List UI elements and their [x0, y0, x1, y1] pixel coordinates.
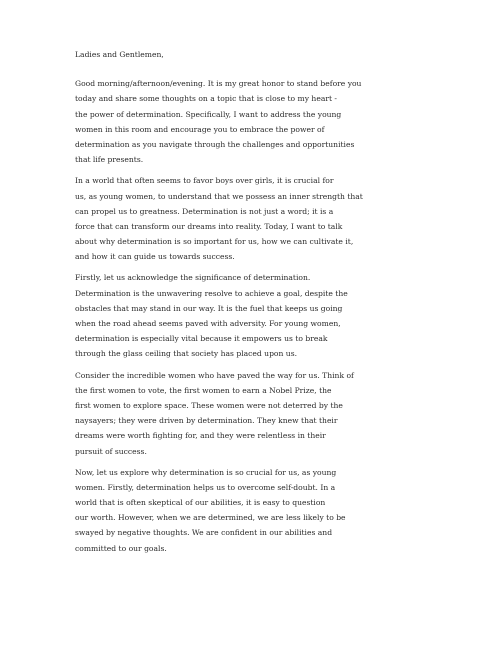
text-line: today and share some thoughts on a topic that is close to my heart - — [75, 94, 338, 104]
text-line: dreams were worth fighting for, and they were relentless in their — [75, 431, 326, 441]
text-line: determination is especially vital because it empowers us to break — [75, 334, 328, 344]
text-line: force that can transform our dreams into reality. Today, I want to talk — [75, 221, 343, 231]
text-line: Consider the incredible women who have paved the way for us. Think of — [75, 370, 354, 380]
text-line: swayed by negative thoughts. We are confident in our abilities and — [75, 528, 333, 538]
paragraph-2 — [75, 173, 437, 264]
text-line: Firstly, let us acknowledge the significance of determination. — [75, 273, 311, 283]
paragraph-4 — [75, 368, 437, 459]
paragraph-3 — [75, 270, 437, 361]
text-line: women. Firstly, determination helps us to overcome self-doubt. In a — [75, 482, 336, 492]
text-line: first women to explore space. These women were not deterred by the — [75, 400, 343, 410]
paragraph-5 — [75, 465, 437, 556]
text-line: when the road ahead seems paved with adversity. For young women, — [75, 319, 341, 328]
text-line: pursuit of success. — [75, 446, 147, 456]
text-line: the power of determination. Specifically, I want to address the young — [75, 109, 342, 119]
text-line: and how it can guide us towards success. — [75, 252, 235, 262]
text-line: Now, let us explore why determination is so crucial for us, as young — [75, 467, 337, 477]
text-line: our worth. However, when we are determined, we are less likely to be — [75, 513, 346, 523]
paragraph-1 — [75, 76, 437, 167]
text-line: naysayers; they were driven by determination. They knew that their — [75, 416, 338, 426]
text-line: committed to our goals. — [75, 543, 167, 553]
text-line: that life presents. — [75, 155, 144, 165]
text-line: In a world that often seems to favor boys over girls, it is crucial for — [75, 176, 334, 186]
text-line: the first women to vote, the first women to earn a Nobel Prize, the — [75, 385, 332, 395]
text-line: world that is often skeptical of our abilities, it is easy to question — [75, 498, 326, 508]
text-line: obstacles that may stand in our way. It is the fuel that keeps us going — [75, 303, 343, 313]
text-line: Determination is the unwavering resolve to achieve a goal, despite the — [75, 288, 348, 298]
text-line: Good morning/afternoon/evening. It is my great honor to stand before you — [75, 79, 362, 89]
speech-body — [75, 47, 437, 562]
text-line: about why determination is so important for us, how we can cultivate it, — [75, 237, 354, 247]
text-line: determination as you navigate through the challenges and opportunities — [75, 139, 355, 149]
text-line: can propel us to greatness. Determination is not just a word; it is a — [75, 206, 334, 216]
text-line: through the glass ceiling that society has placed upon us. — [75, 349, 298, 359]
text-line: women in this room and encourage you to embrace the power of — [75, 124, 325, 134]
salutation: Ladies and Gentlemen, — [75, 50, 164, 59]
text-line: us, as young women, to understand that we possess an inner strength that — [75, 191, 363, 201]
